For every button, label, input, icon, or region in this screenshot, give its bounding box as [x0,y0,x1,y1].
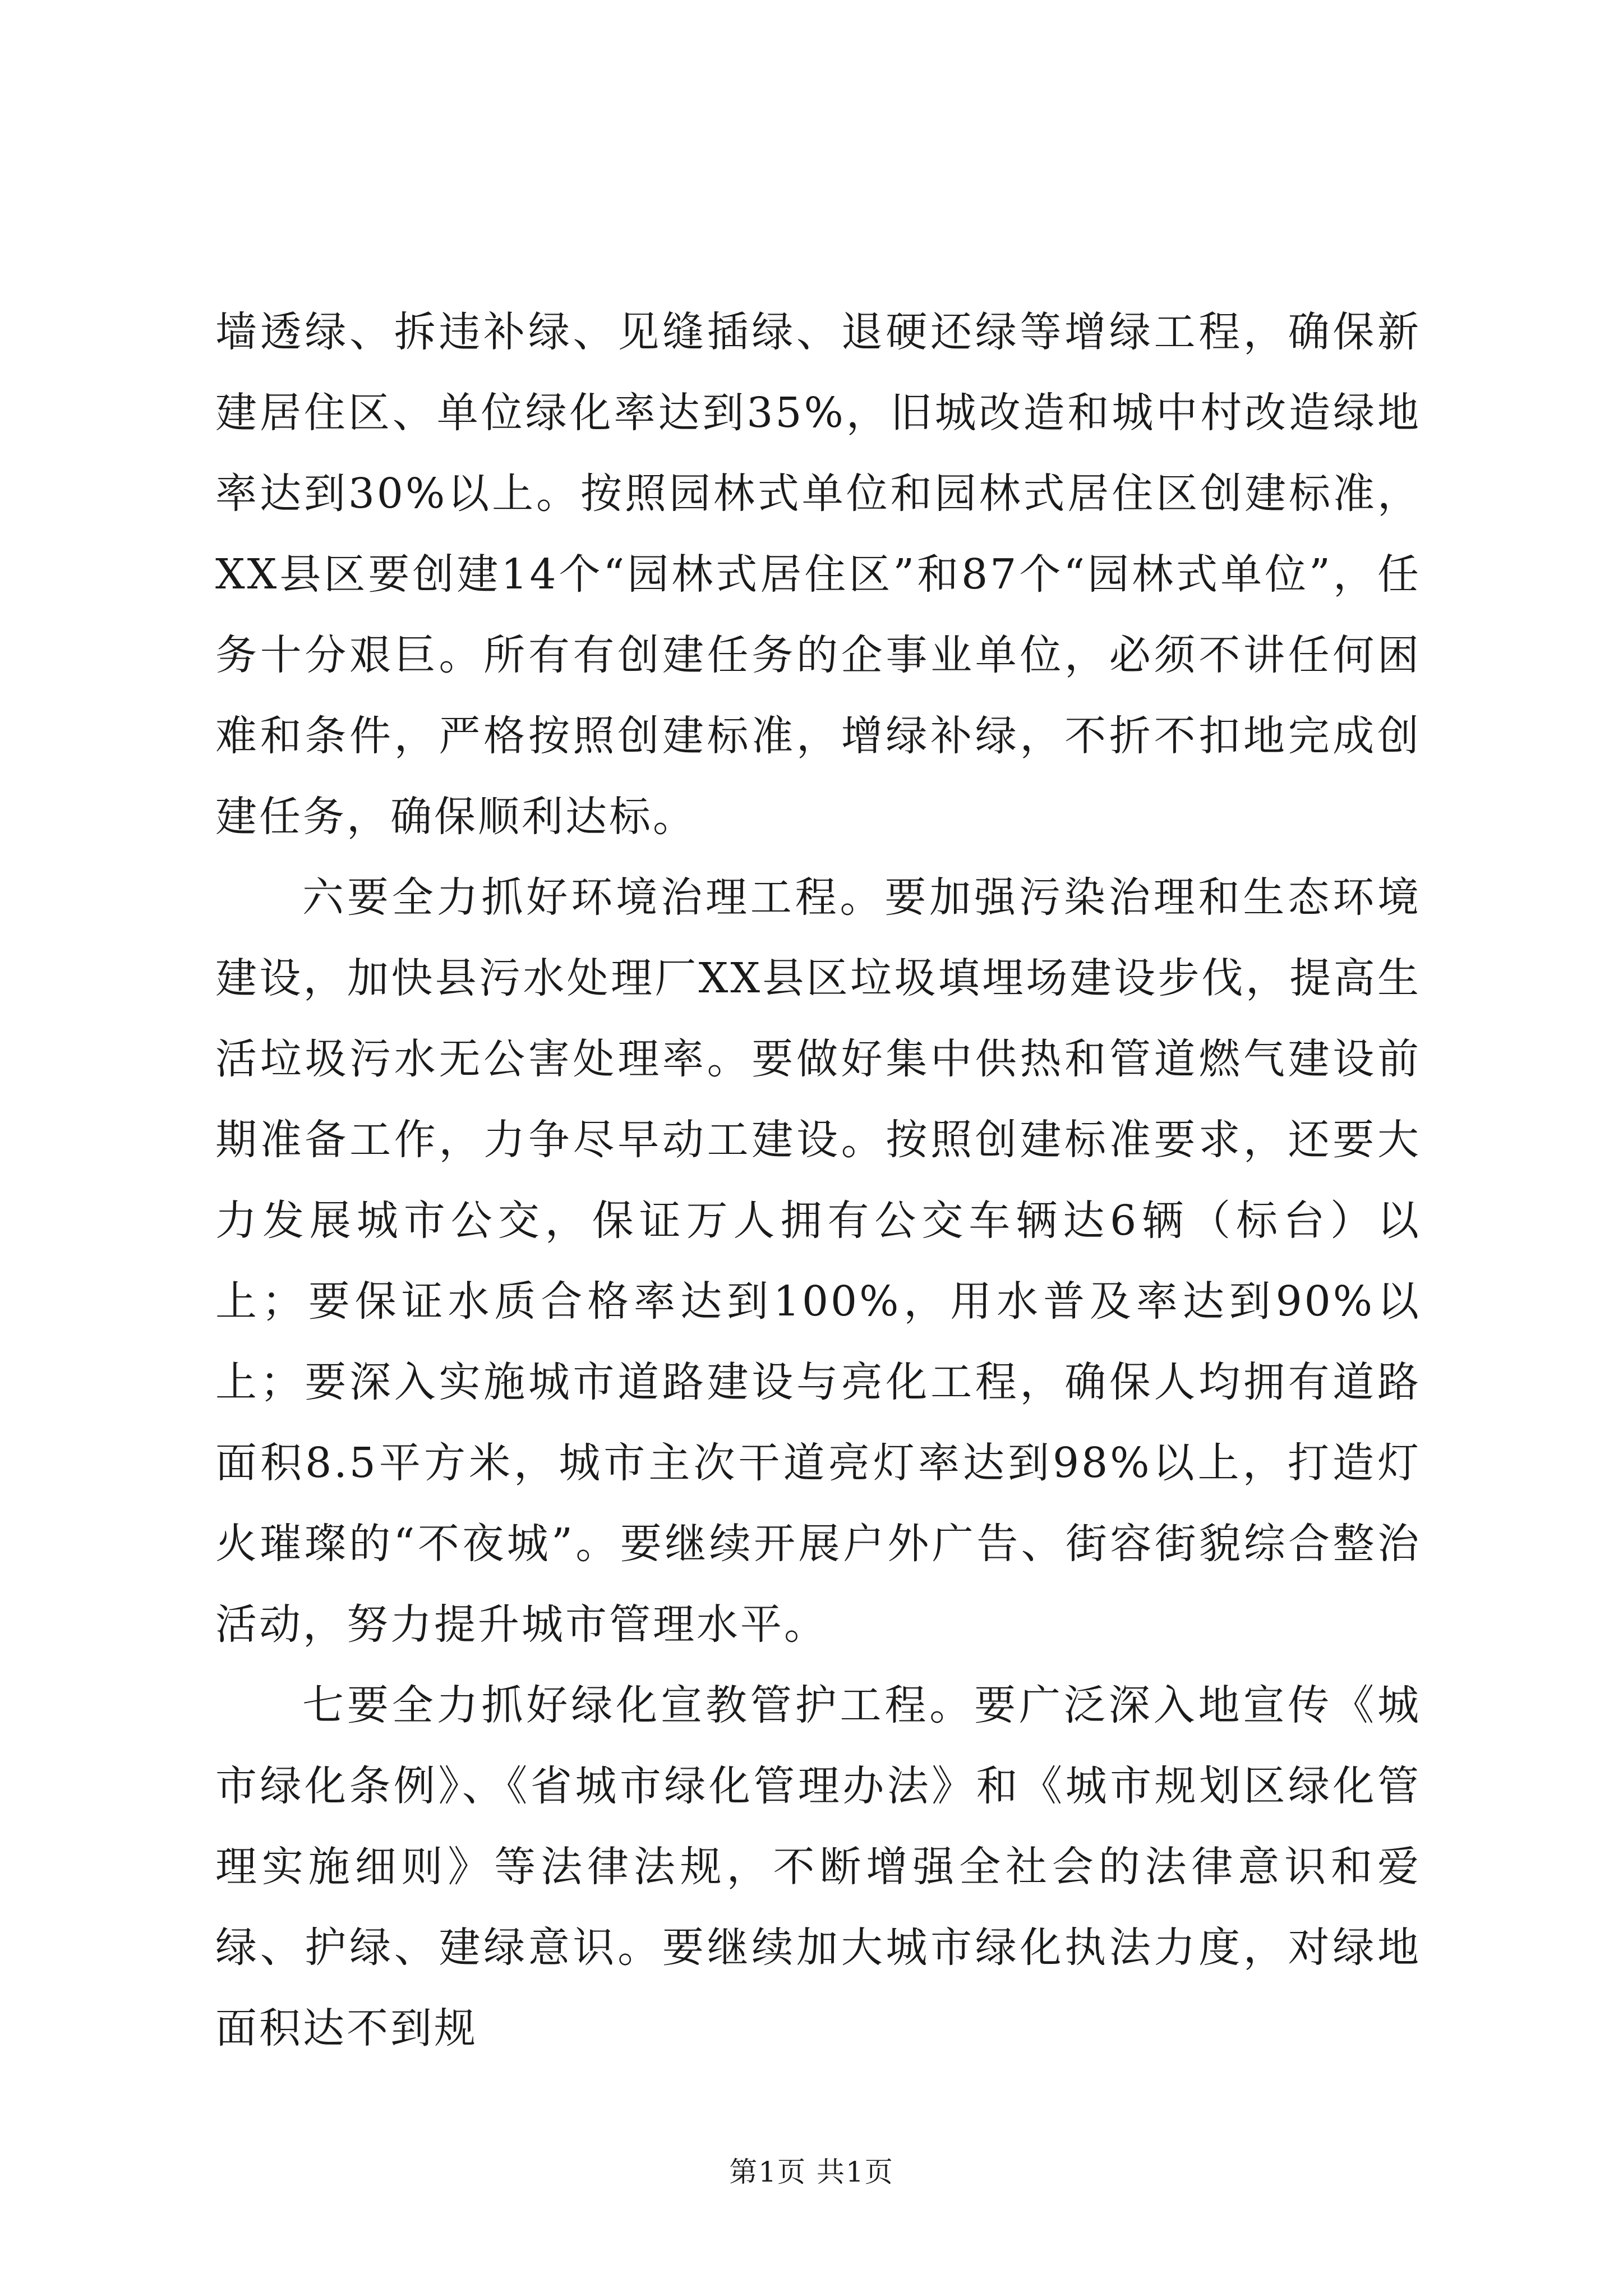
document-body [215,292,1421,2069]
paragraph-greening-education: 七要全力抓好绿化宣教管护工程。要广泛深入地宣传《城市绿化条例》、《省城市绿化管理办法》和《城市规划区绿化管理实施细则》等法律法规，不断增强全社会的法律意识和爱绿、护绿、建绿意识。要继续加大城市绿化执法力度，对绿地面积达不到规 [215,1681,1421,2053]
paragraph-greening-targets: 墙透绿、拆违补绿、见缝插绿、退硬还绿等增绿工程，确保新建居住区、单位绿化率达到35%，旧城改造和城中村改造绿地率达到30%以上。按照园林式单位和园林式居住区创建标准，XX县区要创建14个“园林式居住区”和87个“园林式单位”，任务十分艰巨。所有有创建任务的企事业单位，必须不讲任何困难和条件，严格按照创建标准，增绿补绿，不折不扣地完成创建任务，确保顺利达标。 [215,308,1421,841]
page-footer: 第1页 共1页 [729,2156,894,2188]
paragraph-environment-governance: 六要全力抓好环境治理工程。要加强污染治理和生态环境建设，加快县污水处理厂XX县区垃圾填埋场建设步伐，提高生活垃圾污水无公害处理率。要做好集中供热和管道燃气建设前期准备工作，力争尽早动工建设。按照创建标准要求，还要大力发展城市公交，保证万人拥有公交车辆达6辆（标台）以上；要保证水质合格率达到100%，用水普及率达到90%以上；要深入实施城市道路建设与亮化工程，确保人均拥有道路面积8.5平方米，城市主次干道亮灯率达到98%以上，打造灯火璀璨的“不夜城”。要继续开展户外广告、街容街貌综合整治活动，努力提升城市管理水平。 [215,873,1421,1649]
